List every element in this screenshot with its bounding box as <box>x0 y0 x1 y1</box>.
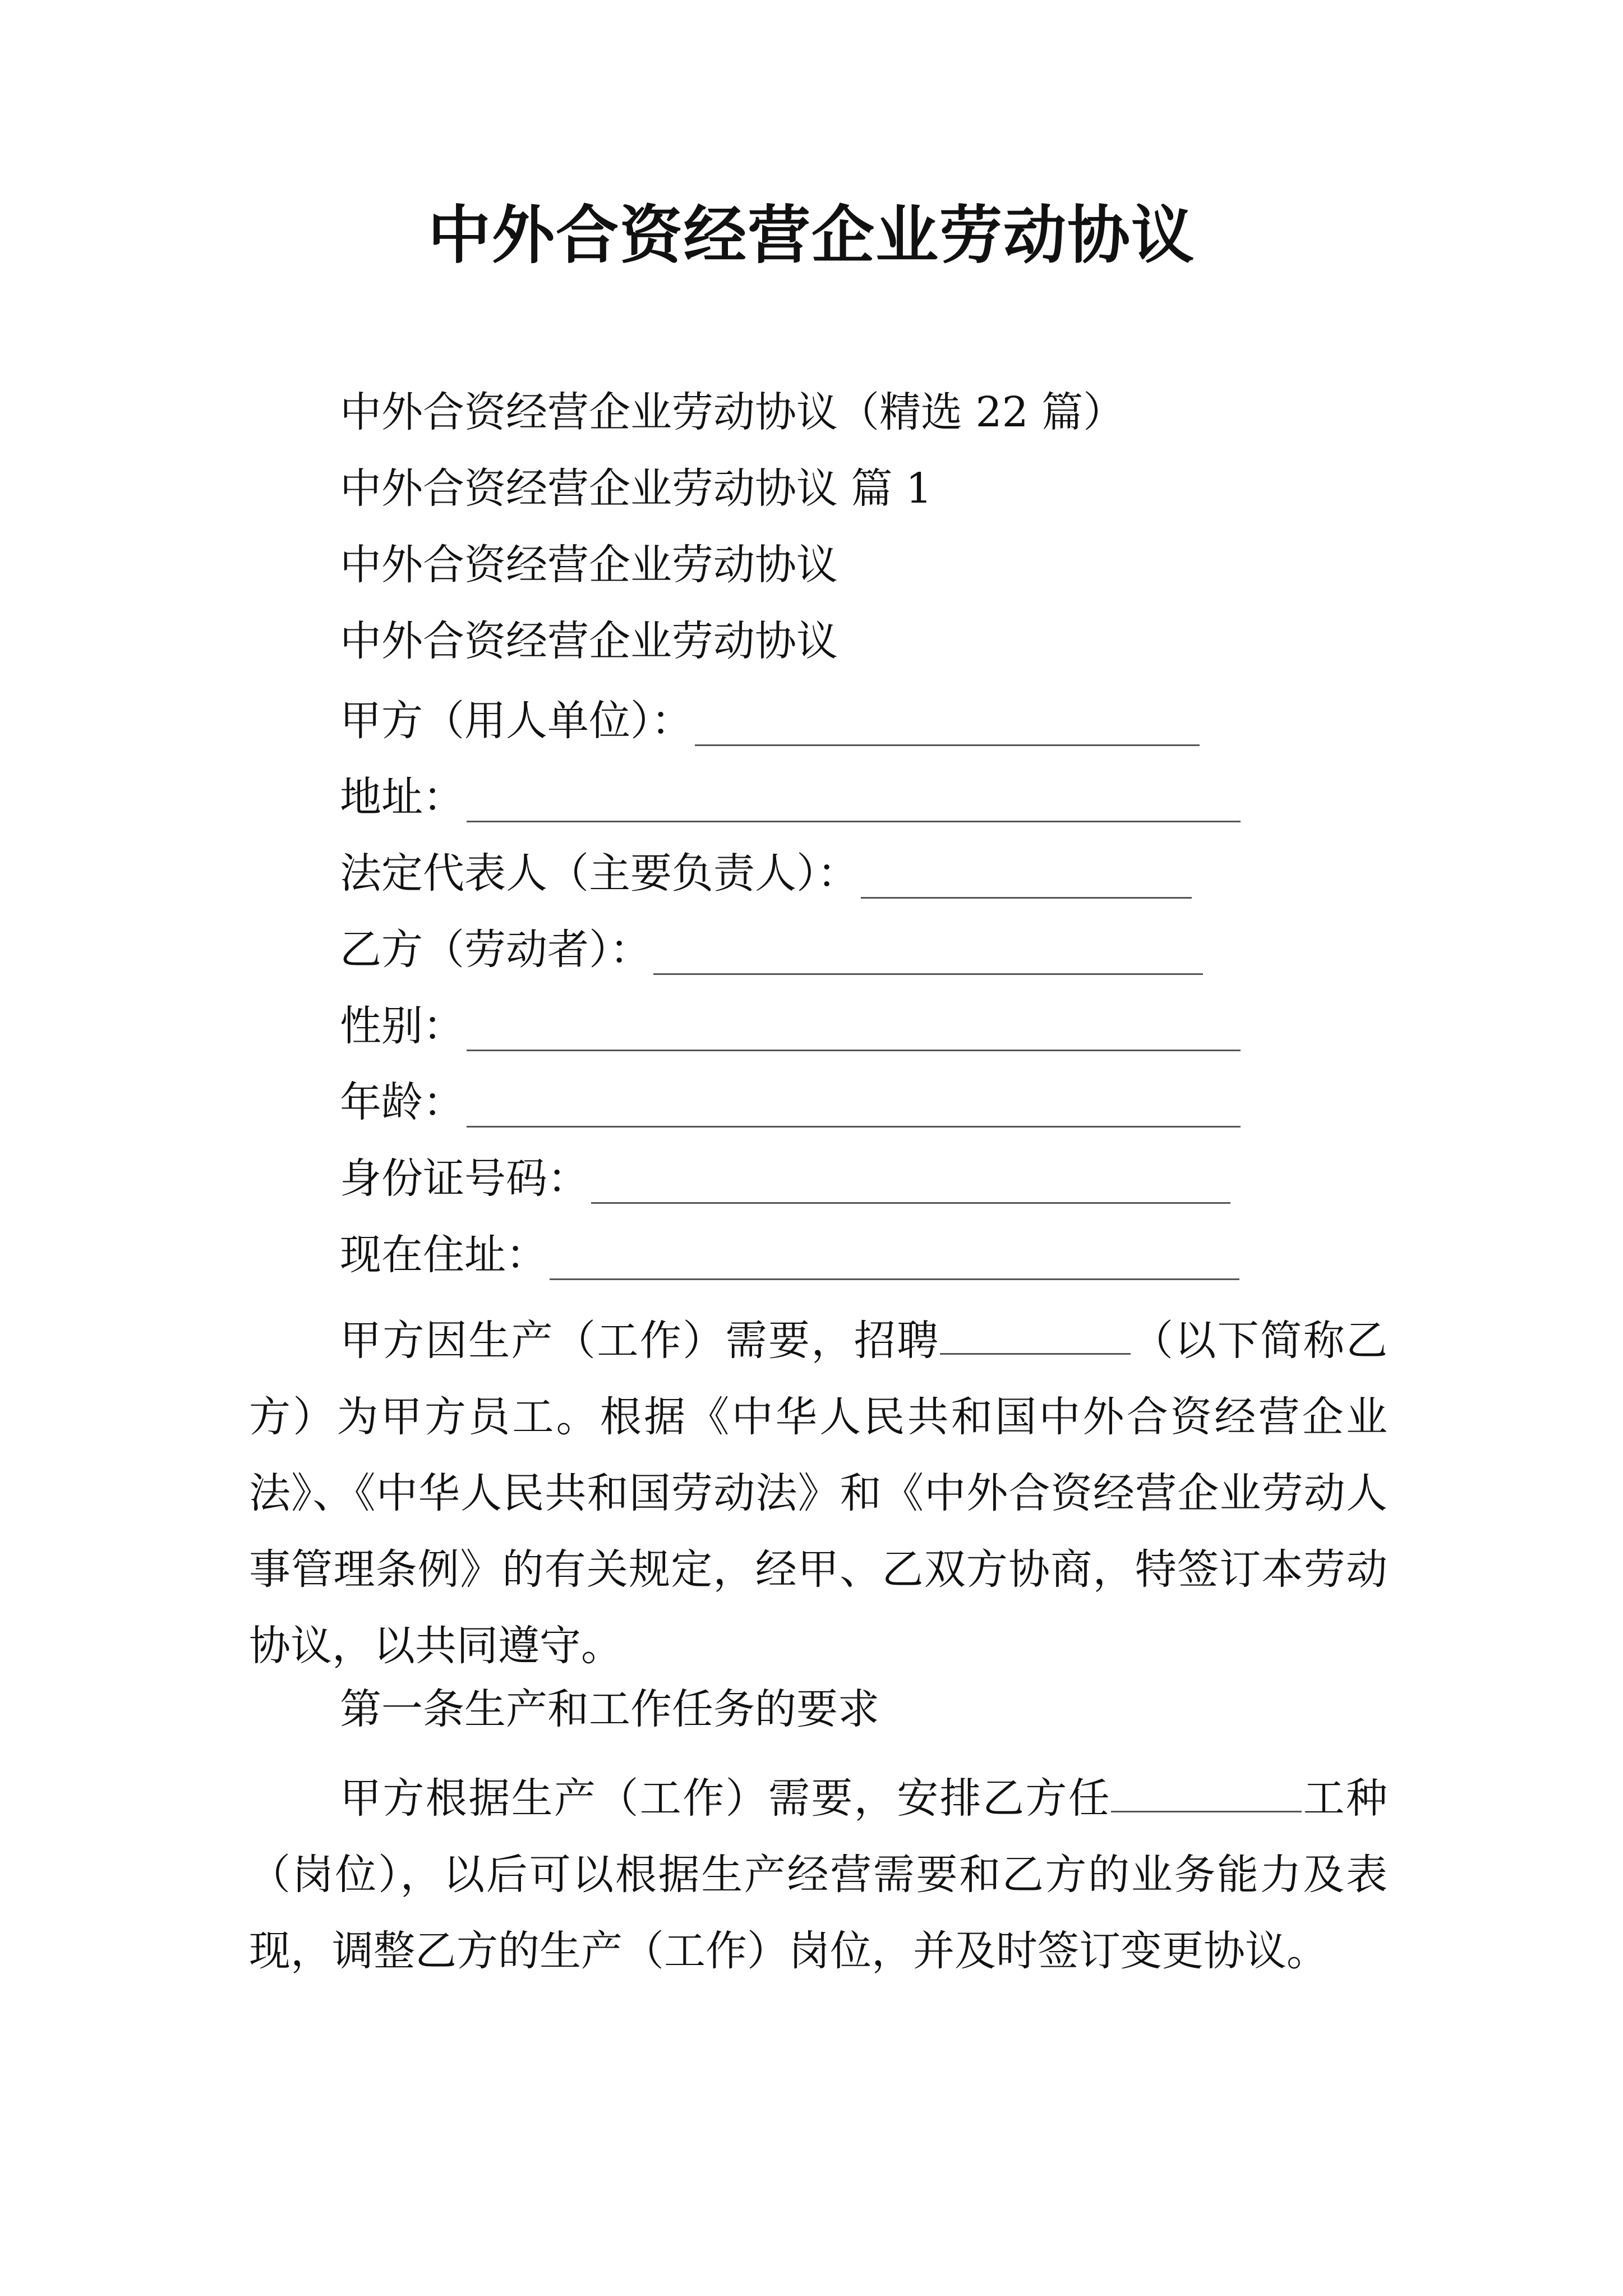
blank-job-type <box>1111 1772 1302 1812</box>
paragraph-article-1-part-2: 工种（岗位），以后可以根据生产经营需要和乙方的业务能力及表现，调整乙方的生产（工作）岗位，并及时签订变更协议。 <box>249 1774 1388 1975</box>
fill-line-id-number <box>591 1161 1230 1204</box>
field-label-age: 年龄： <box>340 1078 464 1126</box>
subtitle-line-3: 中外合资经营企业劳动协议 <box>340 541 838 589</box>
field-label-gender: 性别： <box>340 1002 464 1050</box>
field-label-legal-rep: 法定代表人（主要负责人）： <box>340 849 859 898</box>
field-legal-rep <box>340 845 1192 899</box>
subtitle-line-2: 中外合资经营企业劳动协议 篇 1 <box>340 464 933 513</box>
field-party-a <box>340 692 1200 746</box>
fill-line-party-b <box>653 932 1203 975</box>
paragraph-article-1 <box>249 1760 1387 1989</box>
field-label-address: 地址： <box>340 773 464 821</box>
fill-line-age <box>467 1084 1241 1128</box>
field-label-party-a: 甲方（用人单位）： <box>340 697 693 745</box>
paragraph-intro-part-1: 甲方因生产（工作）需要，招聘 <box>340 1317 940 1365</box>
blank-recruit-name <box>940 1314 1131 1355</box>
field-age <box>340 1074 1241 1128</box>
fill-line-party-a <box>695 703 1200 746</box>
fill-line-current-address <box>550 1237 1239 1280</box>
field-address <box>340 769 1241 822</box>
field-party-b <box>340 921 1203 975</box>
subtitle-line-1: 中外合资经营企业劳动协议（精选 22 篇） <box>340 388 1125 436</box>
fill-line-legal-rep <box>861 855 1192 899</box>
document-title: 中外合资经营企业劳动协议 <box>428 199 1195 272</box>
field-label-current-address: 现在住址： <box>340 1231 547 1279</box>
field-id-number <box>340 1150 1230 1204</box>
field-label-party-b: 乙方（劳动者）： <box>340 926 651 974</box>
fill-line-address <box>467 779 1241 822</box>
subtitle-line-4: 中外合资经营企业劳动协议 <box>340 617 838 665</box>
paragraph-intro-part-2: （以下简称乙方）为甲方员工。根据《中华人民共和国中外合资经营企业法》、《中华人民共和国劳动法》和《中外合资经营企业劳动人事管理条例》的有关规定，经甲、乙双方协商，特签订本劳动协议，以共同遵守。 <box>249 1317 1388 1670</box>
paragraph-article-1-part-1: 甲方根据生产（工作）需要，安排乙方任 <box>340 1774 1112 1823</box>
field-label-id-number: 身份证号码： <box>340 1154 589 1203</box>
fill-line-gender <box>467 1008 1241 1051</box>
paragraph-intro <box>249 1303 1387 1684</box>
field-gender <box>340 997 1241 1051</box>
field-current-address <box>340 1226 1239 1280</box>
article-1-heading: 第一条生产和工作任务的要求 <box>340 1685 879 1733</box>
